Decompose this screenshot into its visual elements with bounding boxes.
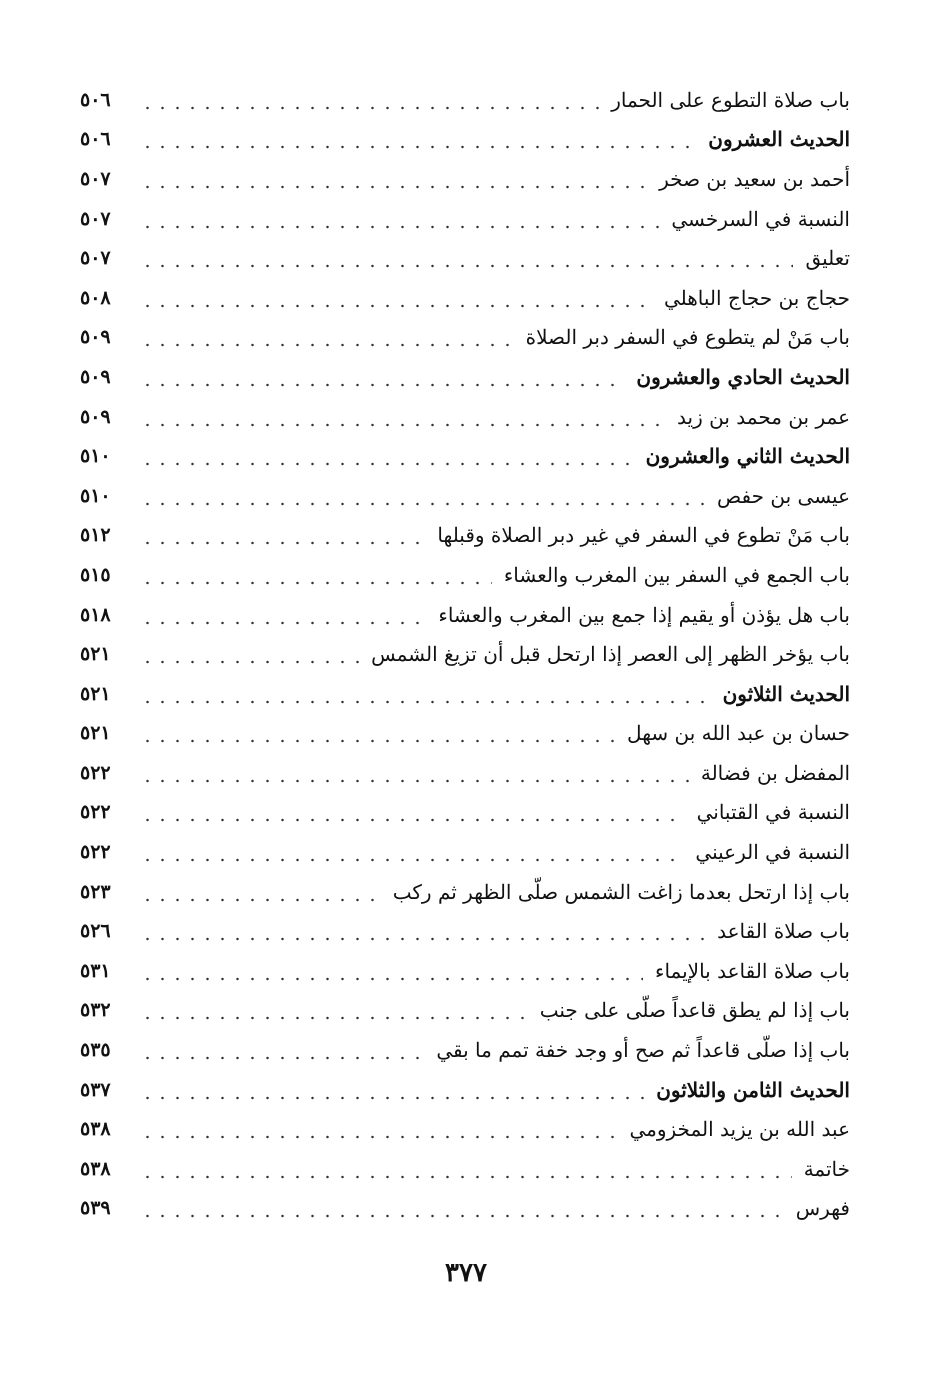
toc-page-number: ٥٠٦ (80, 128, 111, 151)
toc-entry (80, 1189, 850, 1229)
toc-page-number: ٥٢٢ (80, 841, 111, 864)
toc-entry (80, 397, 850, 437)
toc-entry (80, 714, 850, 754)
dot-leader (140, 1197, 784, 1219)
toc-entry (80, 991, 850, 1031)
toc-page-number: ٥٠٨ (80, 286, 111, 309)
toc-entry-title: باب صلاة القاعد (717, 919, 850, 944)
toc-page-number: ٥٢١ (80, 682, 111, 705)
toc-entry-title: باب هل يؤذن أو يقيم إذا جمع بين المغرب والعشاء (438, 602, 850, 627)
dot-leader (140, 801, 685, 823)
toc-entry (80, 1149, 850, 1189)
toc-entry-title: باب مَنْ تطوع في السفر في غير دبر الصلاة وقبلها (437, 523, 850, 548)
toc-page-number: ٥١٢ (80, 524, 111, 547)
toc-entry-title: المفضل بن فضالة (700, 760, 850, 785)
dot-leader (140, 881, 381, 903)
toc-entry-title: عيسى بن حفص (717, 483, 850, 508)
toc-page-number: ٥٣١ (80, 959, 111, 982)
dot-leader (140, 683, 711, 705)
toc-page-number: ٥١٨ (80, 603, 111, 626)
toc-entry-title: باب صلاة التطوع على الحمار (611, 87, 850, 112)
toc-entry-title: أحمد بن سعيد بن صخر (659, 166, 850, 191)
dot-leader (140, 920, 705, 942)
toc-page-number: ٥٠٧ (80, 247, 111, 270)
toc-page-number: ٥٠٧ (80, 167, 111, 190)
toc-entry-title: عمر بن محمد بن زيد (677, 404, 850, 429)
toc-page-number: ٥٢٣ (80, 880, 111, 903)
table-of-contents (80, 80, 850, 1228)
toc-page-number: ٥٣٧ (80, 1078, 111, 1101)
toc-entry-title: تعليق (805, 246, 850, 271)
dot-leader (140, 960, 643, 982)
toc-entry (80, 793, 850, 833)
toc-entry-title: حسان بن عبد الله بن سهل (627, 721, 850, 746)
dot-leader (140, 841, 683, 863)
toc-heading: الحديث الثلاثون (722, 681, 850, 706)
toc-entry (80, 516, 850, 556)
toc-page-number: ٥٣٢ (80, 999, 111, 1022)
toc-heading: الحديث العشرون (708, 127, 850, 152)
dot-leader (140, 445, 634, 467)
toc-entry (80, 634, 850, 674)
dot-leader (140, 128, 696, 150)
toc-page-number: ٥٠٧ (80, 207, 111, 230)
toc-heading: الحديث الثاني والعشرون (645, 444, 850, 469)
toc-entry (80, 436, 850, 476)
dot-leader (140, 762, 689, 784)
toc-entry (80, 80, 850, 120)
toc-entry (80, 476, 850, 516)
toc-entry (80, 238, 850, 278)
toc-page-number: ٥١٠ (80, 445, 111, 468)
toc-page-number: ٥٢٢ (80, 801, 111, 824)
toc-entry-title: باب إذا صلّى قاعداً ثم صح أو وجد خفة تمم ما بقي (436, 1038, 850, 1063)
toc-heading: الحديث الحادي والعشرون (636, 364, 850, 389)
toc-entry (80, 832, 850, 872)
dot-leader (140, 1118, 617, 1140)
toc-page-number: ٥٠٩ (80, 405, 111, 428)
toc-entry-title: النسبة في الرعيني (695, 840, 850, 865)
dot-leader (140, 1158, 792, 1180)
toc-entry (80, 357, 850, 397)
toc-entry-title: عبد الله بن يزيد المخزومي (629, 1117, 850, 1142)
dot-leader (140, 287, 652, 309)
toc-page-number: ٥١٠ (80, 484, 111, 507)
toc-entry (80, 674, 850, 714)
toc-entry (80, 1109, 850, 1149)
toc-entry (80, 1030, 850, 1070)
dot-leader (140, 168, 647, 190)
toc-entry (80, 595, 850, 635)
toc-page-number: ٥٢٦ (80, 920, 111, 943)
dot-leader (140, 406, 665, 428)
toc-entry-title: النسبة في القتباني (696, 800, 850, 825)
toc-entry-title: باب إذا ارتحل بعدما زاغت الشمس صلّى الظهر ثم ركب (392, 879, 850, 904)
page-number: ٣٧٧ (445, 1258, 487, 1288)
toc-entry (80, 278, 850, 318)
toc-entry-title: باب الجمع في السفر بين المغرب والعشاء (503, 562, 850, 587)
toc-entry-title: خاتمة (803, 1156, 850, 1181)
toc-page-number: ٥٠٦ (80, 88, 111, 111)
dot-leader (140, 564, 492, 586)
toc-entry (80, 318, 850, 358)
toc-entry-title: باب إذا لم يطق قاعداً صلّى على جنب (539, 998, 850, 1023)
toc-page-number: ٥٣٨ (80, 1118, 111, 1141)
dot-leader (140, 722, 615, 744)
toc-entry (80, 872, 850, 912)
dot-leader (140, 643, 359, 665)
toc-entry (80, 159, 850, 199)
toc-entry-title: باب مَنْ لم يتطوع في السفر دبر الصلاة (525, 325, 850, 350)
toc-entry-title: فهرس (795, 1196, 850, 1221)
toc-page-number: ٥٣٩ (80, 1197, 111, 1220)
toc-entry-title: النسبة في السرخسي (671, 206, 850, 231)
toc-page-number: ٥٢١ (80, 722, 111, 745)
toc-page-number: ٥١٥ (80, 563, 111, 586)
dot-leader (140, 524, 425, 546)
dot-leader (140, 485, 705, 507)
toc-page-number: ٥٠٩ (80, 365, 111, 388)
toc-page-number: ٥٢٢ (80, 761, 111, 784)
toc-entry (80, 911, 850, 951)
dot-leader (140, 1079, 644, 1101)
toc-page-number: ٥٢١ (80, 643, 111, 666)
toc-entry (80, 199, 850, 239)
dot-leader (140, 1039, 424, 1061)
toc-entry (80, 555, 850, 595)
toc-page-number: ٥٣٥ (80, 1039, 111, 1062)
toc-entry-title: باب صلاة القاعد بالإيماء (655, 958, 850, 983)
toc-page-number: ٥٣٨ (80, 1157, 111, 1180)
dot-leader (140, 326, 514, 348)
toc-page-number: ٥٠٩ (80, 326, 111, 349)
toc-entry-title: حجاج بن حجاج الباهلي (663, 285, 850, 310)
dot-leader (140, 366, 624, 388)
toc-entry (80, 120, 850, 160)
toc-entry (80, 1070, 850, 1110)
dot-leader (140, 999, 528, 1021)
dot-leader (140, 208, 659, 230)
toc-entry (80, 951, 850, 991)
dot-leader (140, 247, 793, 269)
toc-heading: الحديث الثامن والثلاثون (656, 1077, 850, 1102)
toc-entry (80, 753, 850, 793)
dot-leader (140, 604, 426, 626)
dot-leader (140, 89, 599, 111)
toc-entry-title: باب يؤخر الظهر إلى العصر إذا ارتحل قبل أن تزيغ الشمس (371, 642, 850, 667)
